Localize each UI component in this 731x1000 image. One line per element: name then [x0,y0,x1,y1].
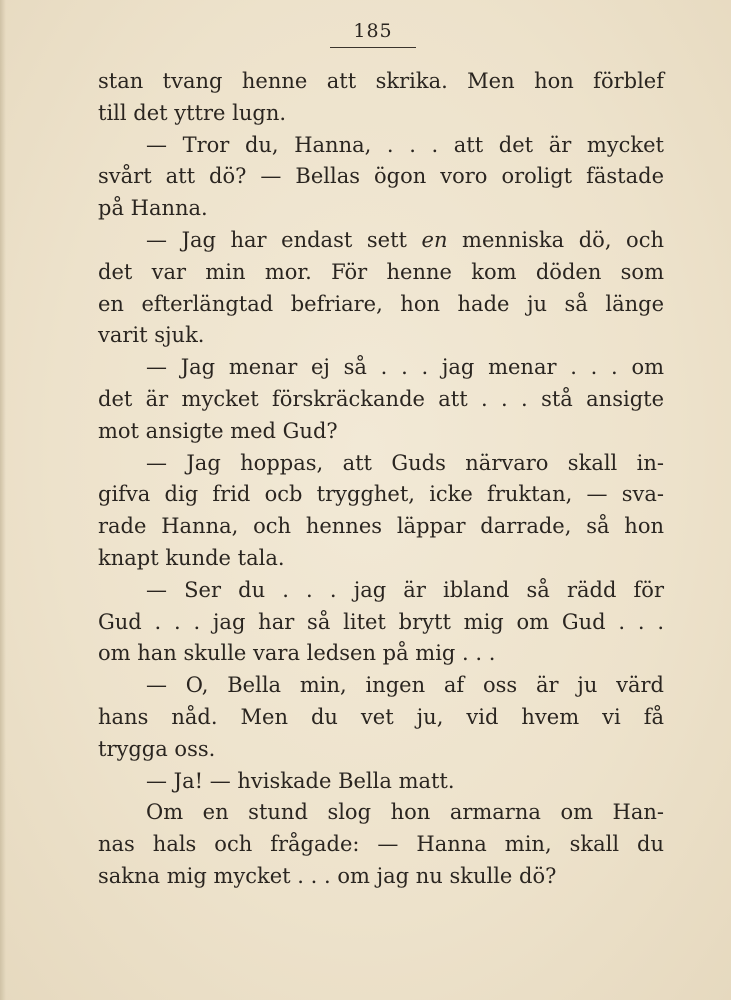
text-line: Gud . . . jag har så litet brytt mig om Gud . . . [98,609,664,634]
text-line: sakna mig mycket . . . om jag nu skulle dö? [98,863,557,888]
header-rule [330,47,416,48]
text-line: varit sjuk. [98,323,205,348]
emphasized-word: en [421,227,448,252]
text-line: det är mycket förskräckande att . . . stå ansigte [98,386,664,411]
page-number: 185 [353,20,393,42]
text-line: på Hanna. [98,196,208,221]
text-line: en efterlängtad befriare, hon hade ju så länge [98,291,664,316]
text-line: — O, Bella min, ingen af oss är ju värd [146,673,664,698]
text-line: mot ansigte med Gud? [98,418,338,443]
text-line: det var min mor. För henne kom döden som [98,259,664,284]
text-line: — Ser du . . . jag är ibland så rädd för [146,577,664,602]
text-line: — Ja! — hviskade Bella matt. [146,768,455,793]
text-line: trygga oss. [98,736,216,761]
body-text [98,66,664,893]
text-line: gifva dig frid ocb trygghet, icke fruktan, — sva- [98,482,664,507]
page-edge-shadow [0,0,6,1000]
text-line: — Jag menar ej så . . . jag menar . . . om [146,355,664,380]
text-line: — Jag hoppas, att Guds närvaro skall in- [146,450,664,475]
text-line: nas hals och frågade: — Hanna min, skall du [98,832,664,857]
text-line: om han skulle vara ledsen på mig . . . [98,641,496,666]
text-segment: — Jag har endast sett [146,227,422,252]
text-line: hans nåd. Men du vet ju, vid hvem vi få [98,704,664,729]
text-line: rade Hanna, och hennes läppar darrade, så hon [98,514,664,539]
text-line: Om en stund slog hon armarna om Han- [146,800,664,825]
text-line [98,225,664,257]
text-segment: menniska dö, och [447,227,664,252]
text-line: — Tror du, Hanna, . . . att det är mycket [146,132,664,157]
text-line: stan tvang henne att skrika. Men hon förblef [98,69,664,93]
text-line: svårt att dö? — Bellas ögon voro oroligt fästade [98,164,664,189]
text-line: knapt kunde tala. [98,545,285,570]
text-line: till det yttre lugn. [98,100,287,125]
